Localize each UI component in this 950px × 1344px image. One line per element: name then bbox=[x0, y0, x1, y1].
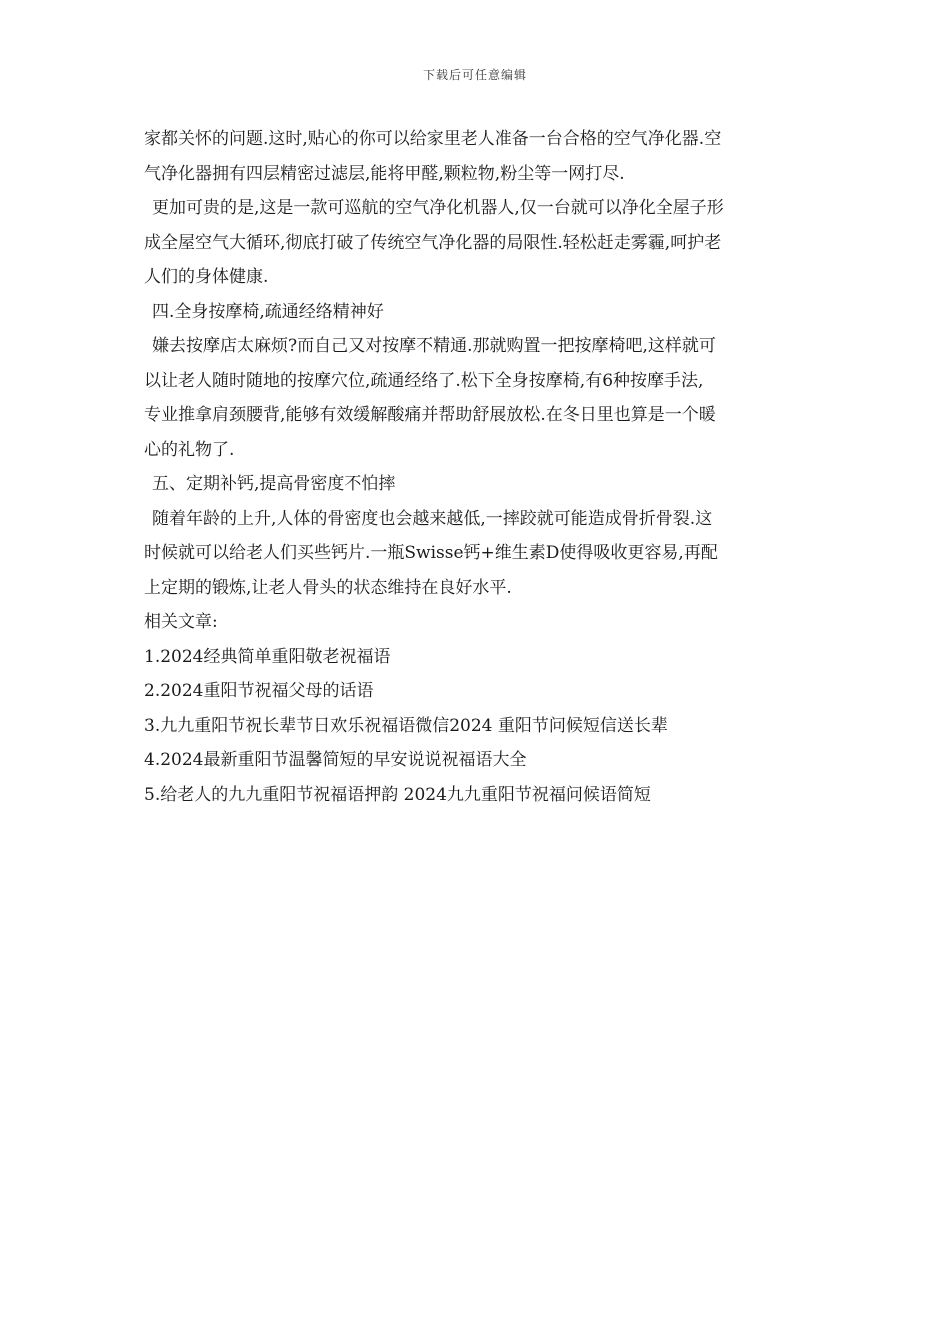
paragraph-line: 随着年龄的上升,人体的骨密度也会越来越低,一摔跤就可能造成骨折骨裂.这 bbox=[152, 508, 713, 529]
related-articles-title: 相关文章: bbox=[144, 612, 218, 632]
paragraph-line: 更加可贵的是,这是一款可巡航的空气净化机器人,仅一台就可以净化全屋子形 bbox=[152, 198, 724, 218]
paragraph-air-purifier bbox=[144, 122, 814, 191]
paragraph-line: 上定期的锻炼,让老人骨头的状态维持在良好水平. bbox=[144, 577, 512, 598]
related-article-link[interactable]: 5.给老人的九九重阳节祝福语押韵 2024九九重阳节祝福问候语简短 bbox=[144, 784, 651, 805]
document-body bbox=[144, 122, 814, 812]
related-article-link[interactable]: 3.九九重阳节祝长辈节日欢乐祝福语微信2024 重阳节问候短信送长辈 bbox=[144, 715, 668, 736]
paragraph-line: 人们的身体健康. bbox=[144, 267, 269, 287]
section-heading: 五、定期补钙,提高骨密度不怕摔 bbox=[152, 474, 396, 494]
paragraph-line: 气净化器拥有四层精密过滤层,能将甲醛,颗粒物,粉尘等一网打尽. bbox=[144, 163, 625, 184]
section-five bbox=[144, 467, 814, 605]
related-article-link[interactable]: 4.2024最新重阳节温馨简短的早安说说祝福语大全 bbox=[144, 750, 527, 770]
section-four bbox=[144, 295, 814, 468]
related-articles bbox=[144, 605, 814, 812]
paragraph-line: 家都关怀的问题.这时,贴心的你可以给家里老人准备一台合格的空气净化器.空 bbox=[144, 129, 722, 149]
page-header: 下载后可任意编辑 bbox=[422, 68, 527, 82]
related-article-link[interactable]: 1.2024经典简单重阳敬老祝福语 bbox=[144, 646, 391, 667]
paragraph-line: 成全屋空气大循环,彻底打破了传统空气净化器的局限性.轻松赶走雾霾,呵护老 bbox=[144, 232, 722, 253]
related-article-link[interactable]: 2.2024重阳节祝福父母的话语 bbox=[144, 681, 374, 701]
section-heading: 四.全身按摩椅,疏通经络精神好 bbox=[152, 301, 384, 322]
paragraph-line: 心的礼物了. bbox=[144, 439, 235, 460]
paragraph-robot bbox=[144, 191, 814, 295]
paragraph-line: 时候就可以给老人们买些钙片.一瓶Swisse钙+维生素D使得吸收更容易,再配 bbox=[144, 543, 718, 563]
paragraph-line: 以让老人随时随地的按摩穴位,疏通经络了.松下全身按摩椅,有6种按摩手法, bbox=[144, 370, 704, 391]
paragraph-line: 专业推拿肩颈腰背,能够有效缓解酸痛并帮助舒展放松.在冬日里也算是一个暖 bbox=[144, 405, 716, 425]
paragraph-line: 嫌去按摩店太麻烦?而自己又对按摩不精通.那就购置一把按摩椅吧,这样就可 bbox=[152, 336, 716, 356]
